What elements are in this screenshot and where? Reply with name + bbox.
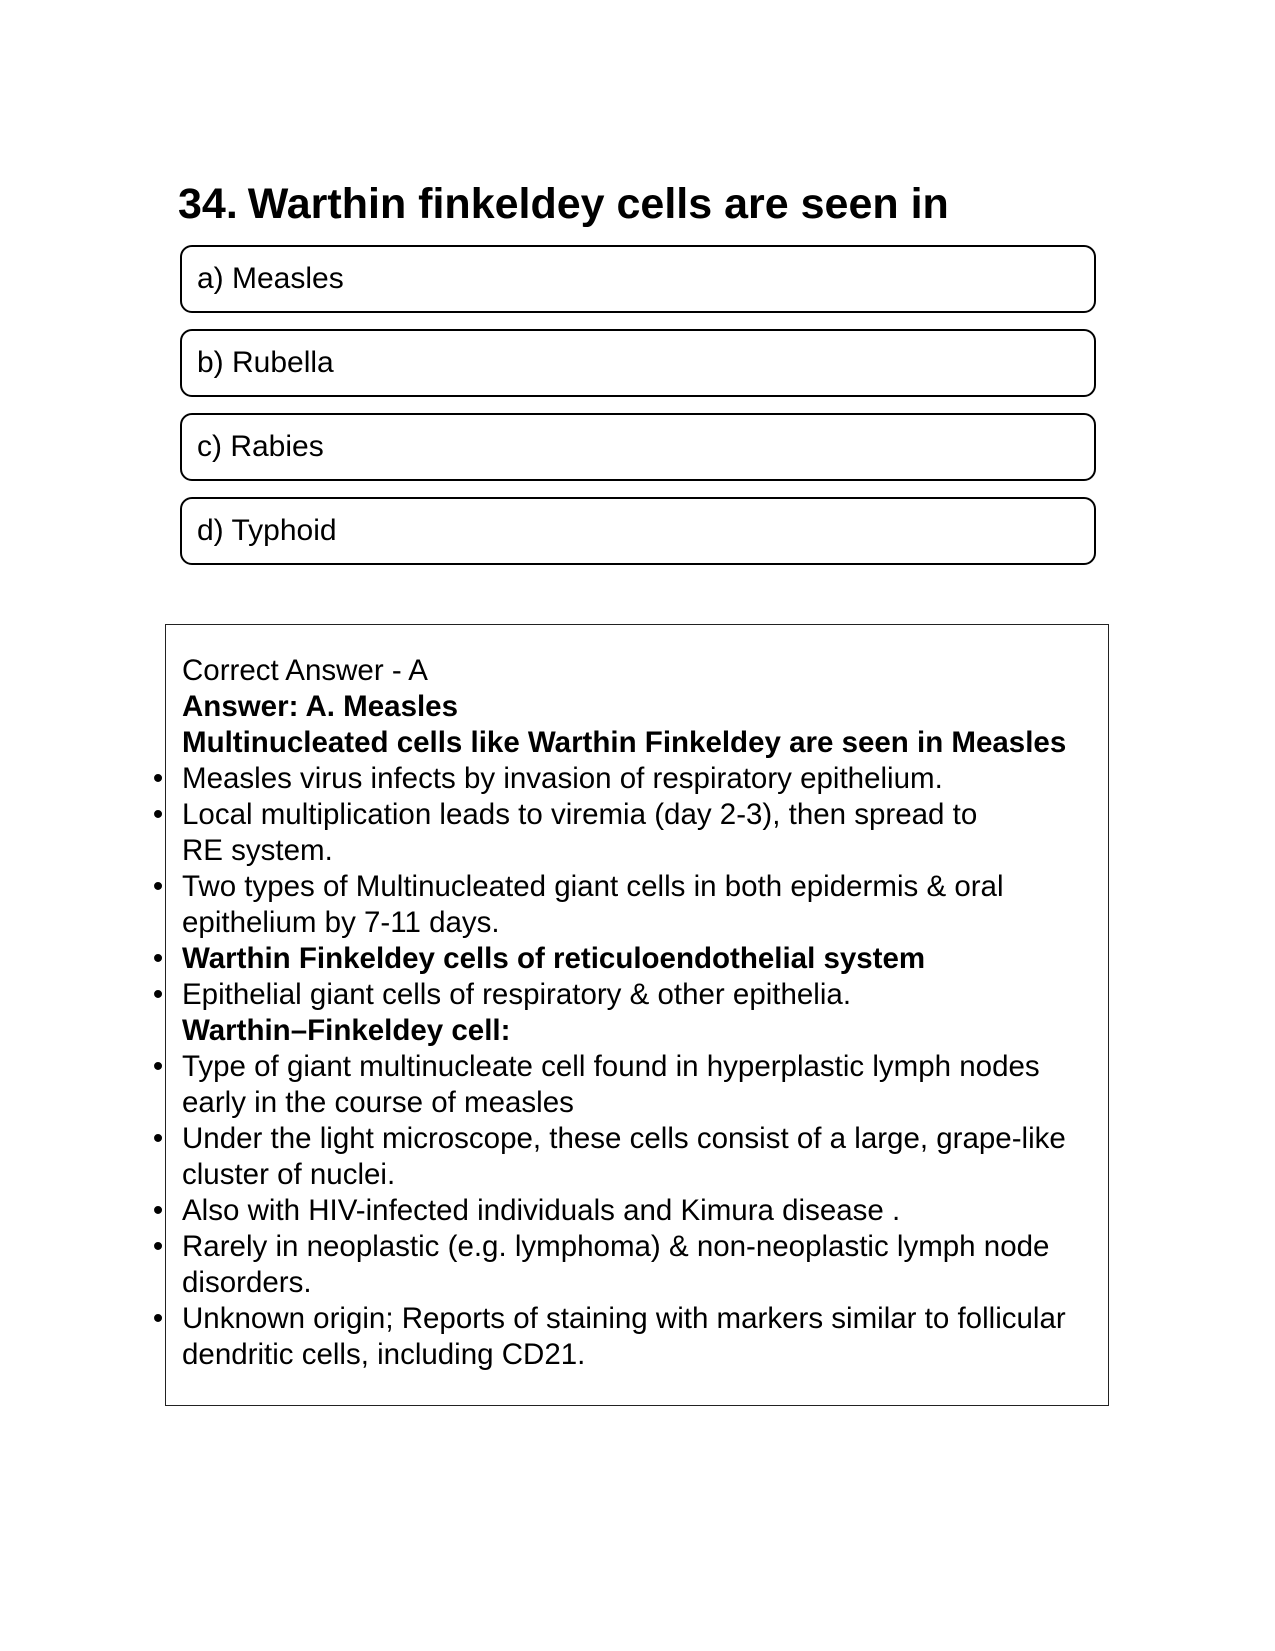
list-item <box>152 1301 1097 1373</box>
question-number: 34. <box>178 180 238 228</box>
list-item-text: Under the light microscope, these cells consist of a large, grape-like cluster of nuclei. <box>182 1122 1066 1191</box>
list-item-text: Two types of Multinucleated giant cells in both epidermis & oral epithelium by 7-11 days. <box>182 870 1004 939</box>
list-item <box>152 1121 1097 1193</box>
bullet-icon: • <box>152 1194 164 1227</box>
list-item-text: Local multiplication leads to viremia (day 2-3), then spread to RE system. <box>182 798 978 867</box>
bullet-icon: • <box>152 798 164 831</box>
list-item-text: Type of giant multinucleate cell found in hyperplastic lymph nodes early in the course of measles <box>182 1050 1040 1119</box>
answer-content <box>152 653 1097 1373</box>
question-title <box>178 178 949 230</box>
answer-line: Answer: A. Measles <box>182 690 458 723</box>
bullet-icon: • <box>152 1050 164 1083</box>
bullet-icon: • <box>152 762 164 795</box>
option-b[interactable]: b) Rubella <box>180 329 1096 397</box>
question-text: Warthin finkeldey cells are seen in <box>247 180 949 228</box>
list-item <box>152 761 1097 797</box>
list-item <box>152 1229 1097 1301</box>
option-c[interactable]: c) Rabies <box>180 413 1096 481</box>
list-item-text: Unknown origin; Reports of staining with markers similar to follicular dendritic cells, including CD21. <box>182 1302 1066 1371</box>
list-item <box>152 941 1097 977</box>
correct-answer-line: Correct Answer - A <box>182 654 428 687</box>
list-item-text: Measles virus infects by invasion of respiratory epithelium. <box>182 762 943 795</box>
list-item <box>152 1193 1097 1229</box>
bullet-icon: • <box>152 978 164 1011</box>
list-item-text: Rarely in neoplastic (e.g. lymphoma) & non-neoplastic lymph node disorders. <box>182 1230 1050 1299</box>
bullet-icon: • <box>152 870 164 903</box>
list-item-text: Warthin Finkeldey cells of reticuloendothelial system <box>182 942 926 975</box>
list-item <box>152 797 1097 869</box>
bullet-icon: • <box>152 1122 164 1155</box>
options-list <box>180 245 1096 581</box>
summary-line: Multinucleated cells like Warthin Finkeldey are seen in Measles <box>182 726 1067 759</box>
option-a[interactable]: a) Measles <box>180 245 1096 313</box>
list-item <box>152 1049 1097 1121</box>
list-item <box>152 977 1097 1013</box>
bullet-icon: • <box>152 942 164 975</box>
list-item-text: Epithelial giant cells of respiratory & other epithelia. <box>182 978 852 1011</box>
list-item <box>152 869 1097 941</box>
list-item-text: Also with HIV-infected individuals and Kimura disease . <box>182 1194 901 1227</box>
answer-explanation-box <box>152 624 1109 1406</box>
bullet-icon: • <box>152 1302 164 1335</box>
bullet-icon: • <box>152 1230 164 1263</box>
subheading: Warthin–Finkeldey cell: <box>182 1014 511 1047</box>
option-d[interactable]: d) Typhoid <box>180 497 1096 565</box>
